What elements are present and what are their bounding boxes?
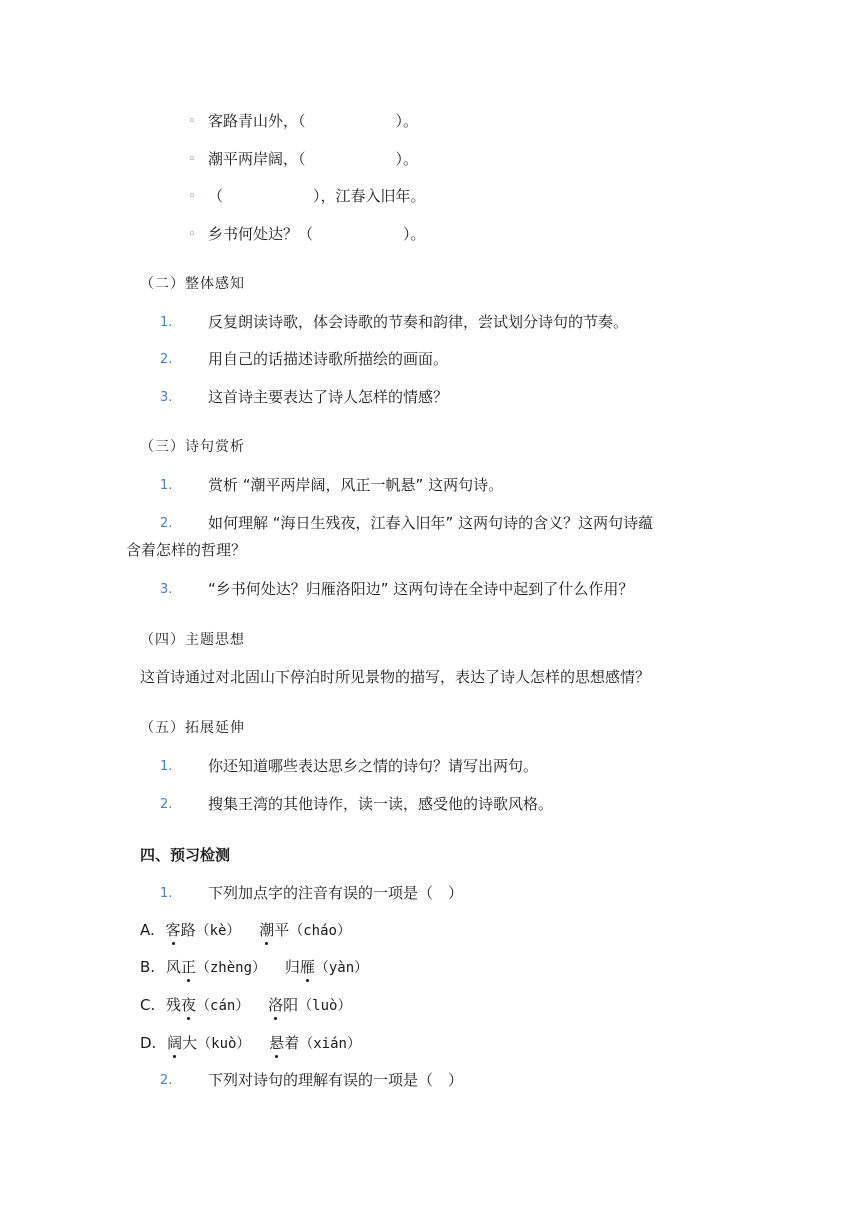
option-word <box>285 958 315 976</box>
emphasis-char: 潮 <box>259 921 275 939</box>
question-text: 赏析 “潮平两岸阔，风正一帆悬” 这两句诗。 <box>208 476 504 494</box>
item-number: 1. <box>160 315 173 330</box>
word-rest: 平 <box>274 921 290 939</box>
item-number: 2. <box>160 1073 173 1088</box>
question-text: 这首诗主要表达了诗人怎样的情感？ <box>208 388 449 406</box>
option-c <box>140 995 351 1016</box>
item-number: 2. <box>160 352 173 367</box>
item-number: 1. <box>160 478 173 493</box>
question-text: 用自己的话描述诗歌所描绘的画面。 <box>208 350 449 368</box>
question-text-continuation: 含着怎样的哲理？ <box>126 541 247 559</box>
word-rest: 大 <box>182 1034 198 1052</box>
pinyin: （cán） <box>196 998 250 1014</box>
section-heading: （三）诗句赏析 <box>140 439 245 455</box>
bullet-marker: ◦ <box>188 189 196 204</box>
item-number: 1. <box>160 759 173 774</box>
option-b <box>140 957 368 978</box>
item-number: 2. <box>160 797 173 812</box>
pinyin: （yàn） <box>314 960 369 976</box>
fill-in-item: 乡书何处达？（ ）。 <box>208 225 426 243</box>
emphasis-char: 悬 <box>269 1034 285 1052</box>
emphasis-char: 夜 <box>181 996 197 1014</box>
question-text: 下列加点字的注音有误的一项是（ ） <box>208 884 464 902</box>
option-letter: C. <box>140 996 156 1014</box>
option-a <box>140 920 351 941</box>
word-pre: 风 <box>165 958 181 976</box>
bullet-marker: ◦ <box>188 114 196 129</box>
item-number: 1. <box>160 886 173 901</box>
fill-in-item: 潮平两岸阔，（ ）。 <box>208 150 419 168</box>
emphasis-char: 客 <box>165 921 181 939</box>
emphasis-char: 阔 <box>167 1034 183 1052</box>
option-d <box>140 1033 361 1054</box>
pinyin: （cháo） <box>289 923 351 939</box>
option-word <box>166 996 196 1014</box>
word-pre: 归 <box>284 958 300 976</box>
word-rest: 阳 <box>283 996 299 1014</box>
bullet-marker: ◦ <box>188 152 196 167</box>
option-word <box>268 996 298 1014</box>
word-rest: 着 <box>284 1034 300 1052</box>
pinyin: （luò） <box>298 998 352 1014</box>
option-word <box>259 921 289 939</box>
word-pre: 残 <box>166 996 182 1014</box>
option-word <box>166 958 196 976</box>
pinyin: （kuò） <box>197 1036 251 1052</box>
question-text: 如何理解 “海日生残夜，江春入旧年” 这两句诗的含义？这两句诗蕴 <box>208 514 654 532</box>
preview-heading: 四、预习检测 <box>140 846 231 864</box>
section-heading: （二）整体感知 <box>140 276 245 292</box>
pinyin: （kè） <box>195 923 241 939</box>
item-number: 3. <box>160 390 173 405</box>
emphasis-char: 正 <box>180 958 196 976</box>
section-heading: （五）拓展延伸 <box>140 720 245 736</box>
fill-in-item: （ ），江春入旧年。 <box>208 187 426 205</box>
pinyin: （zhèng） <box>195 960 267 976</box>
emphasis-char: 洛 <box>268 996 284 1014</box>
question-text: 这首诗通过对北固山下停泊时所见景物的描写，表达了诗人怎样的思想感情？ <box>140 668 651 686</box>
option-word <box>167 1034 197 1052</box>
question-text: 下列对诗句的理解有误的一项是（ ） <box>208 1071 464 1089</box>
option-letter: B. <box>140 958 156 976</box>
question-text: “乡书何处达？归雁洛阳边” 这两句诗在全诗中起到了什么作用？ <box>208 580 634 598</box>
option-word <box>269 1034 299 1052</box>
pinyin: （xián） <box>299 1036 361 1052</box>
fill-in-item: 客路青山外，（ ）。 <box>208 112 419 130</box>
option-letter: D. <box>140 1034 157 1052</box>
word-rest: 路 <box>180 921 196 939</box>
option-letter: A. <box>140 921 155 939</box>
item-number: 3. <box>160 582 173 597</box>
emphasis-char: 雁 <box>299 958 315 976</box>
option-word <box>166 921 196 939</box>
question-text: 搜集王湾的其他诗作，读一读，感受他的诗歌风格。 <box>208 795 554 813</box>
question-text: 你还知道哪些表达思乡之情的诗句？请写出两句。 <box>208 757 539 775</box>
question-text: 反复朗读诗歌，体会诗歌的节奏和韵律，尝试划分诗句的节奏。 <box>208 313 629 331</box>
section-heading: （四）主题思想 <box>140 632 245 648</box>
item-number: 2. <box>160 516 173 531</box>
bullet-marker: ◦ <box>188 227 196 242</box>
